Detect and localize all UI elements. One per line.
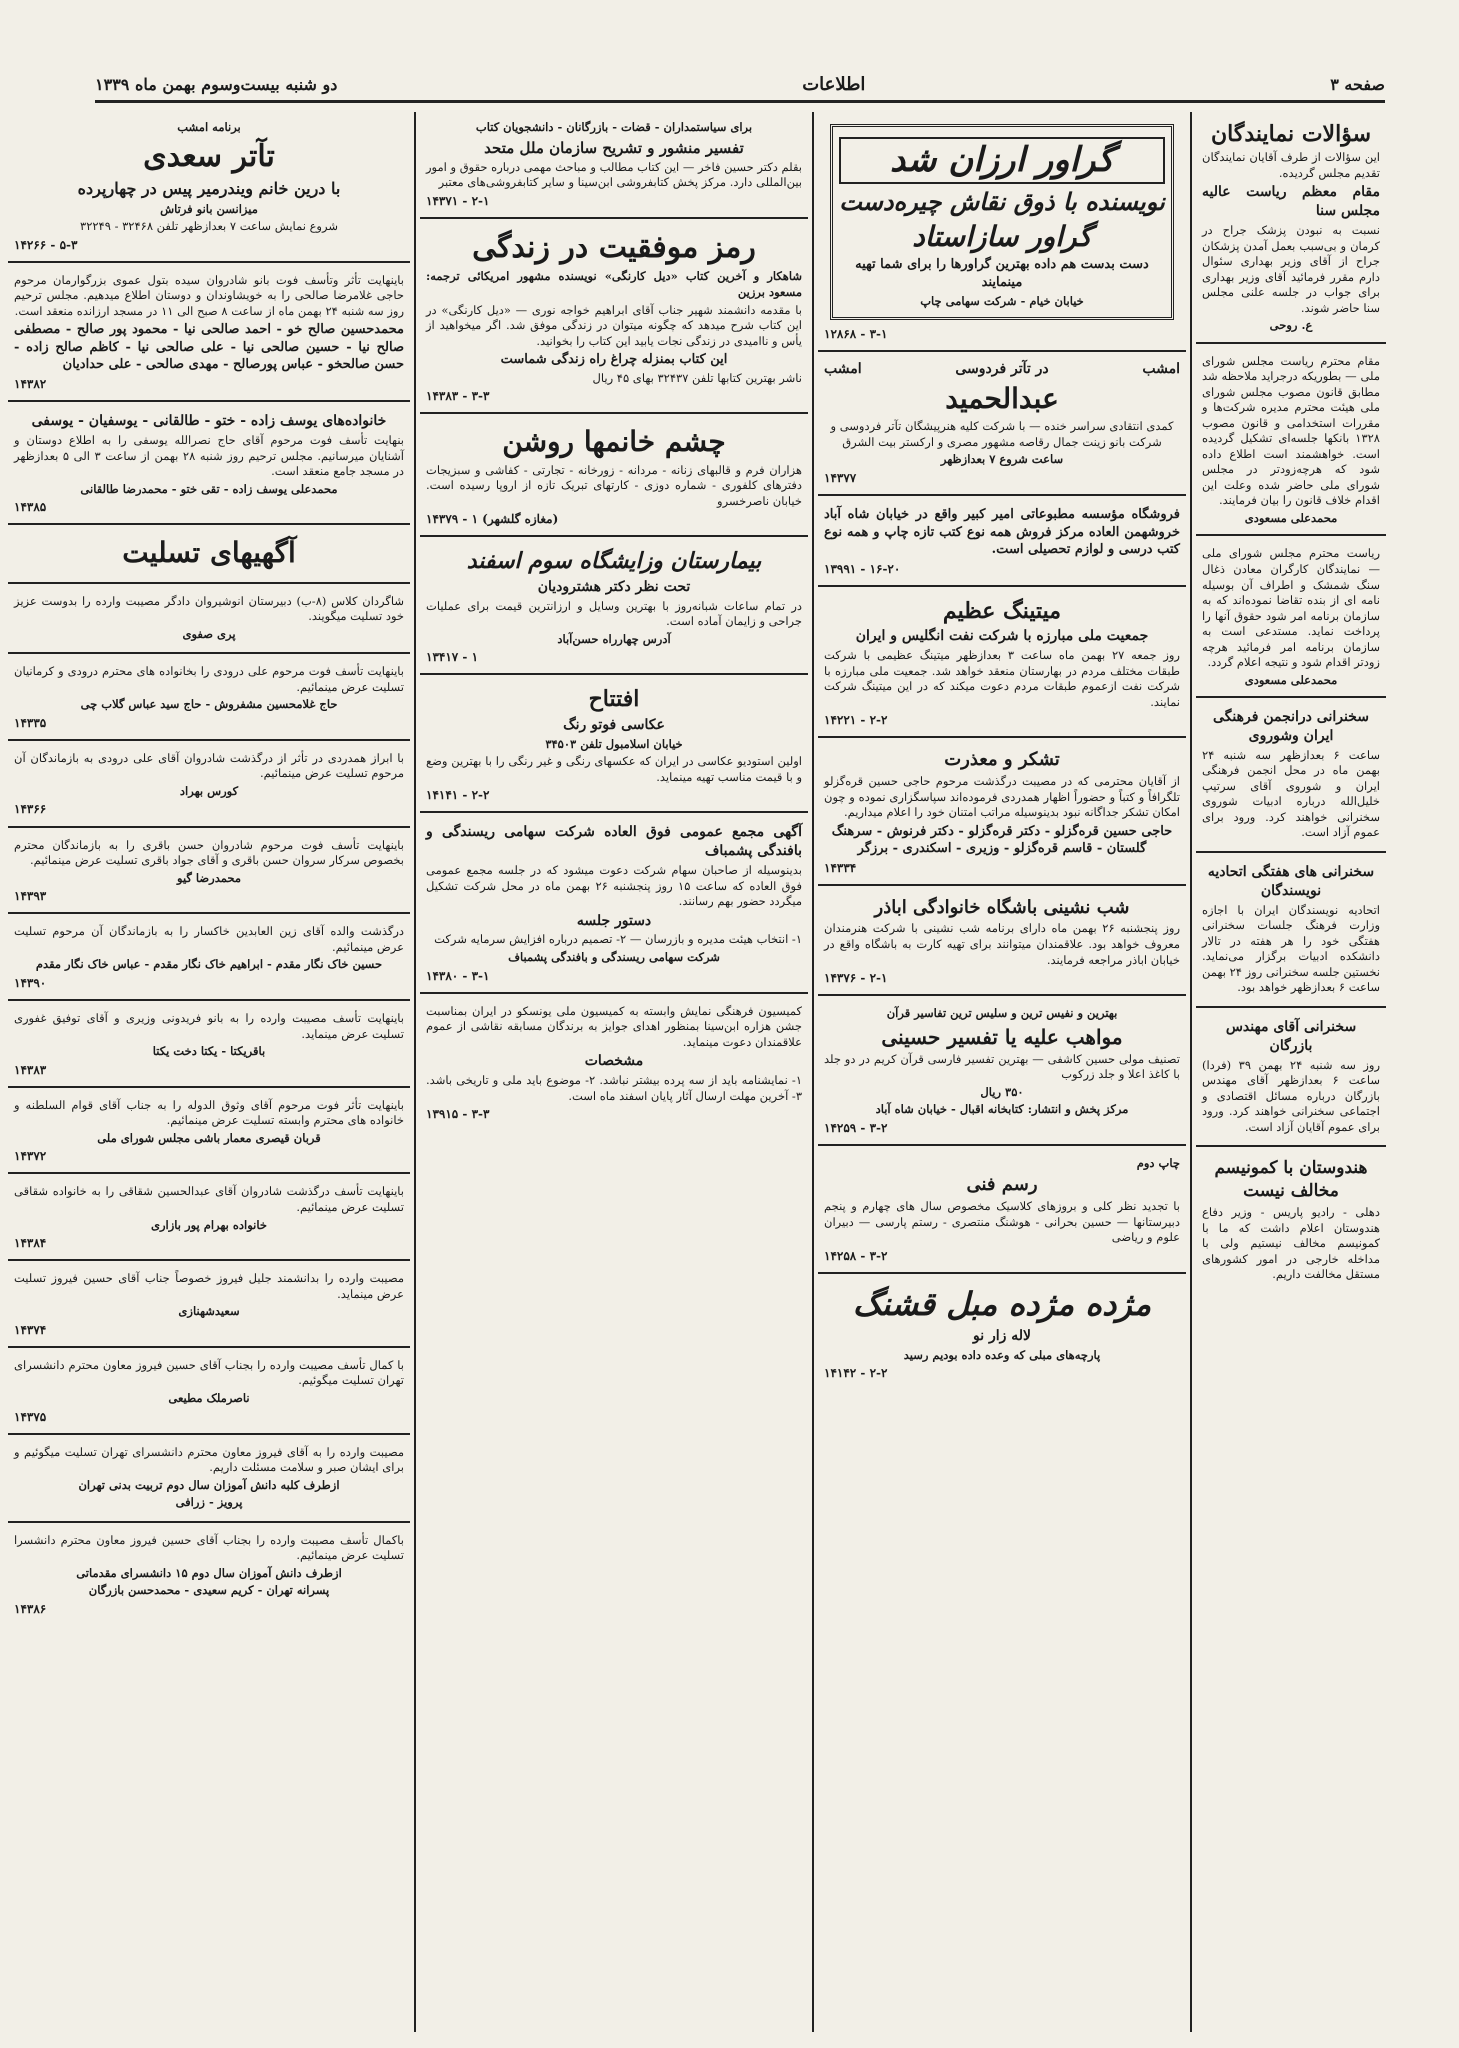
obituary-code: ۱۴۳۸۵ <box>14 500 47 515</box>
ad-code: ۱۲۸۶۸ - ۳-۱ <box>824 327 888 342</box>
headline: سخنرانی های هفتگی اتحادیه نویسندگان <box>1207 864 1375 899</box>
condolence-body: شاگردان کلاس (۸-ب) دبیرستان انوشیروان دادگر مصیبت وارده را بدوست عزیز خود تسلیت میگویند. <box>14 593 404 624</box>
ad-sub: تحت نظر دکتر هشترودیان <box>537 578 691 595</box>
column-right <box>1196 112 1386 2032</box>
ad-code: ۱۳۹۹۱ - ۱۶-۲۰ <box>824 561 901 576</box>
condolence <box>8 1350 410 1435</box>
obituary-names: محمدحسین صالح خو - احمد صالحی نیا - محمود پور صالح - مصطفی صالح نیا - حسین صالحی نیا - علی صالحی نیا - کاظم صالح زاده - حسن صالحخو - عباس پورصالح - مهدی صالحی - علی حدادیان <box>14 322 404 373</box>
ad-code: ۱۴۲۵۹ - ۳-۲ <box>824 1120 888 1135</box>
ad-quran-tafsir <box>818 998 1186 1146</box>
ad-quote: این کتاب بمنزله چراغ راه زندگی شماست <box>500 352 728 368</box>
obituary-1 <box>8 265 410 402</box>
condolence-body: باینهایت تأسف درگذشت شادروان آقای عبدالحسین شقاقی را به خانواده شقاقی تسلیت عرض مینمائیم. <box>14 1184 404 1214</box>
condolence-body: با کمال تأسف مصیبت وارده را بجناب آقای حسین فیروز معاون محترم دانشسرای تهران تسلیت میگوئیم. <box>14 1357 404 1388</box>
condolence-code: ۱۴۳۸۳ <box>14 1062 47 1077</box>
condolence-code: ۱۴۳۶۶ <box>14 802 47 817</box>
ad-price: ۳۵۰ ریال <box>980 1084 1024 1099</box>
condolence-body: مصیبت وارده را بدانشمند جلیل فیروز خصوصاً جناب آقای حسین فیروز تسلیت عرض مینماید. <box>14 1271 404 1301</box>
condolence-body: باینهایت تأثر فوت مرحوم آقای وثوق الدوله را به جناب آقای قوام السلطنه و خانواده های محترم وابسته تسلیت عرض مینمائیم. <box>14 1097 404 1128</box>
ad-code: ۱۴۳۸۳ - ۳-۳ <box>426 389 490 404</box>
article-questions <box>1196 112 1386 344</box>
page-number: صفحه ۳ <box>1330 74 1385 94</box>
ad-body: با مقدمه دانشمند شهیر جناب آقای ابراهیم خواجه نوری — «دیل کارنگی» در این کتاب شرح میدهد که چگونه میتوان در زندگی موفق شد. اگر میخواهید از یأس و ناامیدی در زندگی نجات یابید این کتاب را بخوانید. <box>426 302 802 348</box>
ad-body: روز جمعه ۲۷ بهمن ماه ساعت ۳ بعدازظهر میتینگ عظیمی با شرکت طبقات مختلف مردم در بهارستان منعقد خواهد شد. جمعیت ملی مبارزه با شرکت نفت ازعموم طبقات مردم دعوت میکند که در این میتینگ شرکت نمایند. <box>824 648 1180 709</box>
ad-sub: شاهکار و آخرین کتاب «دیل کارنگی» نویسنده مشهور امریکائی ترجمه: مسعود برزین <box>426 269 802 299</box>
condolence-body: باینهایت تأسف فوت مرحوم علی درودی را بخانواده های محترم درودی و کرمانیان تسلیت عرض مینمائیم. <box>14 664 404 694</box>
ad-code: ۱۴۳۷۶ - ۲-۱ <box>824 971 888 986</box>
condolence-code: ۱۴۳۸۶ <box>14 1601 47 1616</box>
ad-title: افتتاح <box>588 686 640 713</box>
condolence <box>8 1525 410 1625</box>
ad-code: ۱۴۲۵۸ - ۳-۲ <box>824 1248 888 1263</box>
ad-title: آگهی مجمع عمومی فوق العاده شرکت سهامی ریسندگی و بافندگی پشمباف <box>426 824 802 860</box>
ad-line: دست بدست هم داده بهترین گراورها را برای شما تهیه مینمایند <box>855 257 1149 291</box>
ad-names: حاجی حسین قره‌گزلو - دکتر قره‌گزلو - دکتر فرنوش - سرهنگ گلستان - قاسم قره‌گزلو - وزیری - اسکندری - برزگر <box>831 823 1173 857</box>
ad-title: تشکر و معذرت <box>944 749 1060 771</box>
ad-code: ۱۴۳۸۰ - ۳-۱ <box>426 968 490 983</box>
condolence-body: با ابراز همدردی در تأثر از درگذشت شادروان آقای علی درودی به بازماندگان آن مرحوم تسلیت عرض مینمائیم. <box>14 750 404 781</box>
paragraph: مقام محترم ریاست مجلس شورای ملی — بطوریکه درجراید ملاحظه شد مطابق قانون مصوب مجلس شورای ملی هیئت محترم مدیره شرکت‌ها و مقررات استخدامی و قانون مصوب ۱۳۲۸ بانکها جلسه‌ای تشکیل گردیده است. خواهشمند است اطلاع داده شود که هرچه‌زودتر در مجلس شورای ملی حاضر شده وعلت این اقدام خلاف قانون را بیان فرمایند. <box>1202 353 1380 508</box>
condolence <box>8 1003 410 1088</box>
article-question-2 <box>1196 346 1386 537</box>
article-question-3 <box>1196 538 1386 698</box>
ad-furniture <box>818 1276 1186 1389</box>
ad-body: هزاران فرم و قالبهای زنانه - مردانه - زورخانه - تجارتی - کفاشی و سبزیجات دفترهای کلفوری - شماره دوزی - کارتهای تبریک تازه از اروپا رسیده است. خیابان ناصرخسرو <box>426 462 802 508</box>
ad-label: برنامه امشب <box>177 120 241 134</box>
paragraph: دهلی - رادیو پاریس - وزیر دفاع هندوستان اعلام داشت که ما با کمونیسم مخالف نیستیم ولی با مداخله خارجی در امور کشورهای مستقل مخالفت داریم. <box>1202 1205 1380 1282</box>
condolence-body: مصیبت وارده را به آقای فیروز معاون محترم دانشسرای تهران تسلیت میگوئیم و برای ایشان صبر و سلامت مسئلت داریم. <box>14 1444 404 1475</box>
ad-title: مژده مژده مبل قشنگ <box>852 1284 1152 1323</box>
condolence-code: ۱۴۳۷۵ <box>14 1409 47 1424</box>
column-mid-right <box>818 112 1186 2032</box>
headline: سؤالات نمایندگان <box>1210 121 1371 147</box>
headline: هندوستان با کمونیسم مخالف نیست <box>1214 1158 1368 1202</box>
ad-engraving <box>818 112 1186 352</box>
condolence-code: ۱۴۳۳۵ <box>14 715 47 730</box>
condolence <box>8 743 410 828</box>
ad-venue: در تآتر فردوسی <box>955 361 1049 378</box>
condolence-signature: حاج غلامحسین مشفروش - حاج سید عباس گلاب چی <box>80 697 338 712</box>
condolence-signature: محمدرضا گیو <box>177 870 241 885</box>
condolence-signature: حسین خاک نگار مقدم - ابراهیم خاک نگار مقدم - عباس خاک نگار مقدم <box>35 957 383 972</box>
column-left <box>8 112 410 2032</box>
ad-thanks <box>818 740 1186 885</box>
condolence-signature: کورس بهراد <box>179 783 239 798</box>
ad-success-book <box>420 221 808 414</box>
condolence-code: ۱۴۳۸۴ <box>14 1236 47 1251</box>
ad-code: ۱۴۲۶۶ - ۵-۳ <box>14 237 78 252</box>
condolence <box>8 1437 410 1523</box>
headline: سخنرانی درانجمن فرهنگی ایران وشوروی <box>1213 709 1369 745</box>
top-rule <box>95 100 1385 103</box>
article-bazargan <box>1196 1010 1386 1147</box>
ad-title: بیمارستان وزایشگاه سوم اسفند <box>466 548 762 575</box>
ad-meeting <box>818 589 1186 739</box>
ad-title: رسم فنی <box>966 1174 1038 1196</box>
condolence-signature: پری صفوی <box>182 626 236 641</box>
ad-sub: با درین خانم ویندرمیر پیس در چهارپرده <box>77 179 341 199</box>
condolence <box>8 656 410 741</box>
obituary-body: بنهایت تأسف فوت مرحوم آقای حاج نصرالله یوسفی را به اطلاع دوستان و آشنایان میرسانیم. مجلس ترحیم روز شنبه ۲۸ بهمن از ساعت ۳ الی ۵ بعدازظهر در مسجد جامع منعقد است. <box>14 433 404 479</box>
ad-sub: جمعیت ملی مبارزه با شرکت نفت انگلیس و ایران <box>855 628 1149 645</box>
condolence <box>8 1263 410 1348</box>
condolence-code: ۱۴۳۷۲ <box>14 1149 47 1164</box>
ad-body: کمیسیون فرهنگی نمایش وابسته به کمیسیون ملی یونسکو در ایران بمناسبت جشن هزاره ابن‌سینا بمنظور اهدای جوایز به برندگان مسابقه نقاشی از عموم علاقمندان دعوت مینماید. <box>426 1003 802 1049</box>
obituary-code: ۱۴۳۸۲ <box>14 377 47 392</box>
ad-title: گراور ارزان شد <box>839 137 1165 184</box>
paragraph: روز سه شنبه ۲۴ بهمن ۳۹ (فردا) ساعت ۶ بعدازظهر آقای مهندس بازرگان درباره مسائل اقتصادی و اجتماعی سخنرانی خواهند کرد. ورود برای عموم آقایان آزاد است. <box>1202 1057 1380 1134</box>
condolence-code: ۱۴۳۷۴ <box>14 1322 47 1337</box>
obituary-signature: محمدعلی یوسف زاده - تقی ختو - محمدرضا طالقانی <box>80 481 338 496</box>
ad-body: اولین استودیو عکاسی در ایران که عکسهای رنگی و غیر رنگی را با بهترین وضع و با قیمت مناسب تهیه مینماید. <box>426 754 802 784</box>
ad-title: میتینگ عظیم <box>942 597 1062 624</box>
condolence-signature: ازطرف دانش آموزان سال دوم ۱۵ دانشسرای مقدماتی <box>76 1565 342 1580</box>
ad-code: ۱۴۳۷۷ <box>824 470 857 485</box>
condolence-body: درگذشت والده آقای زین العابدین خاکسار را به بازماندگان آن مرحوم تسلیت عرض مینمائیم. <box>14 924 404 954</box>
ad-bookstore <box>818 498 1186 587</box>
ad-sub: عکاسی فوتو رنگ <box>563 716 665 733</box>
ad-sub: لاله زار نو <box>972 1327 1032 1344</box>
ad-body: بدینوسیله از صاحبان سهام شرکت دعوت میشود که در جلسه مجمع عمومی فوق العاده که ساعت ۱۵ روز پنجشنبه ۲۶ بهمن ماه در محل شرکت تشکیل میگردد حضور بهم رسانند. <box>426 863 802 909</box>
condolence-signature: ازطرف کلبه دانش آموزان سال دوم تربیت بدنی تهران <box>78 1477 340 1492</box>
section-title: آگهیهای تسلیت <box>122 536 296 570</box>
condolence-signature: ناصرملک مطیعی <box>168 1390 250 1405</box>
ad-code: ۱۴۳۷۹ - ۱ (مغازه گلشهر) <box>426 512 559 527</box>
ad-tonight: امشب <box>1142 361 1180 378</box>
ad-saadi-theatre <box>8 112 410 263</box>
ad-address: آدرس چهارراه حسن‌آباد <box>557 631 671 646</box>
ad-body: بقلم دکتر حسین فاخر — این کتاب مطالب و مباحث مهمی درباره حقوق و امور بین‌المللی دارد. مرکز پخش کتابفروشی ابن‌سینا و سایر کتابفروشی‌های معتبر <box>426 159 802 190</box>
ad-ladies <box>420 416 808 537</box>
ad-signature: شرکت سهامی ریسندگی و بافندگی پشمباف <box>508 950 720 964</box>
ad-address: خیابان اسلامبول تلفن ۳۴۵۰۳ <box>545 736 683 751</box>
ad-body: روز پنجشنبه ۲۶ بهمن ماه دارای برنامه شب نشینی با شرکت هنرمندان معروف خواهد بود. علاقمندان میتوانند برای تهیه کارت به باشگاه واقع در خیابان اباذر مراجعه فرمایند. <box>824 921 1180 967</box>
ad-general-meeting <box>420 815 808 993</box>
ad-body: از آقایان محترمی که در مصیبت درگذشت مرحوم حاجی حسین قره‌گزلو تلگرافاً و کتباً و حضوراً اظهار همدردی فرموده‌اند سپاسگزاری نموده و چون امکان تشکر جداگانه نبود بدینوسیله مراتب امتنان خود را اعلام میداریم. <box>824 774 1180 820</box>
ad-technical-drawing <box>818 1148 1186 1274</box>
obituary-2 <box>8 404 410 525</box>
ad-code: ۱۴۱۴۲ - ۲-۲ <box>824 1366 888 1381</box>
ad-body: فروشگاه مؤسسه مطبوعاتی امیر کبیر واقع در خیابان شاه آباد خروشهمن العاده مرکز فروش همه نوع کتب تازه چاپ و همه نوع کتب درسی و لوازم تحصیلی است. <box>824 507 1180 558</box>
paragraph: اتحادیه نویسندگان ایران با اجازه وزارت فرهنگ جلسات سخنرانی هفتگی خود را هر هفته در تالار دانشکده ادبیات برگزار می‌نماید. نخستین جلسه سخنرانی روز ۲۴ بهمن ساعت ۶ بعدازظهر خواهد بود. <box>1202 902 1381 995</box>
headline: سخنرانی آقای مهندس بازرگان <box>1225 1018 1357 1054</box>
ad-agenda-title: دستور جلسه <box>576 912 652 929</box>
ad-line: گراور سازاستاد <box>912 219 1092 253</box>
condolence-signature: سعیدشهنازی <box>178 1304 240 1319</box>
signature: ع. روحی <box>1269 318 1313 333</box>
signature: محمدعلی مسعودی <box>1244 672 1338 687</box>
condolence-body: باینهایت تأسف مصیبت وارده را به بانو فریدونی وزیری و آقای توفیق غفوری تسلیت عرض مینماید. <box>14 1011 404 1041</box>
condolence-signature: باقریکتا - یکتا دخت یکتا <box>152 1044 266 1059</box>
ad-photo-studio <box>420 677 808 813</box>
ad-tonight-2: امشب <box>824 361 862 378</box>
condolence-body: باکمال تأسف مصیبت وارده را بجناب آقای حسین فیروز معاون محترم دانشسرا تسلیت عرض مینمائیم. <box>14 1532 404 1563</box>
ad-body: تصنیف مولی حسین کاشفی — بهترین تفسیر فارسی قرآن کریم در دو جلد با کاغذ اعلا و جلد زرکوب <box>824 1051 1180 1082</box>
ad-line: خیابان خیام - شرکت سهامی چاپ <box>920 293 1084 308</box>
article-writers-union <box>1196 855 1386 1008</box>
ad-unesco <box>420 996 808 1131</box>
article-lecture-iran-ussr <box>1196 700 1386 853</box>
paragraph: ساعت ۶ بعدازظهر سه شنبه ۲۴ بهمن ماه در محل انجمن فرهنگی ایران و شوروی آقای سرتیپ خلیل‌الله درباره ادبیات شوروی سخنرانی خواهند کرد. ورود برای عموم آزاد است. <box>1202 747 1381 840</box>
ad-body: با تجدید نظر کلی و بروزهای کلاسیک مخصوص سال های چهارم و پنجم دبیرستانها — حسین بحرانی - هوشنگ منتصری - رستم پارسی — دبیران علوم و ریاضی <box>824 1199 1180 1245</box>
ad-pre: بهترین و نفیس ترین و سلیس ترین تفاسیر قرآن <box>886 1006 1118 1021</box>
condolence-names: پسرانه تهران - کریم سعیدی - محمدحسن بازرگان <box>88 1583 330 1598</box>
ad-spec-title: مشخصات <box>584 1053 644 1070</box>
ad-label: چاپ دوم <box>1136 1155 1180 1170</box>
ad-code: ۱۴۳۳۴ <box>824 860 857 875</box>
ad-price: ناشر بهترین کتابها تلفن ۳۲۴۳۷ بهای ۴۵ ریال <box>592 370 802 385</box>
ad-title: شب نشینی باشگاه خانوادگی اباذر <box>874 896 1130 918</box>
ad-pre: برای سیاستمداران - قضات - بازرگانان - دانشجویان کتاب <box>475 120 753 134</box>
issue-date: دو شنبه بیست‌وسوم بهمن ماه ۱۳۳۹ <box>95 74 338 94</box>
condolence-signature: خانواده بهرام پور بازاری <box>151 1217 267 1232</box>
ad-ferdowsi-theatre <box>818 354 1186 496</box>
column-divider-1 <box>1190 112 1192 2032</box>
column-divider-3 <box>414 112 416 2032</box>
column-divider-2 <box>812 112 814 2032</box>
ad-body: شروع نمایش ساعت ۷ بعدازظهر تلفن ۳۲۴۶۸ - ۳۲۲۴۹ <box>80 219 338 234</box>
paragraph: نسبت به نبودن پزشک جراح در کرمان و بی‌سبب بعمل آمدن پزشکان جراح از آقای وزیر بهداری سئوال دارم مقرر فرمائید آقای وزیر بهداری برای جواب در جلسه علنی مجلس سنا حاضر شوند. <box>1202 223 1380 315</box>
ad-code: ۱۳۹۱۵ - ۳-۳ <box>426 1107 490 1122</box>
obituary-body: باینهایت تأثر وتأسف فوت بانو شادروان سیده بتول عموی بزرگوارمان مرحوم حاجی غلامرضا صالحی را به خویشاوندان و دوستان اطلاع میدهیم. مجلس ترحیم روز سه شنبه ۲۴ بهمن ماه از ساعت ۸ صبح الی ۱۱ در مسجد ارزانده منعقد است. <box>14 272 404 318</box>
ad-agenda: ۱- انتخاب هیئت مدیره و بازرسان — ۲- تصمیم درباره افزایش سرمایه شرکت <box>434 932 802 947</box>
ad-line: نویسنده با ذوق نقاش چیره‌دست <box>839 187 1165 217</box>
ad-time: ساعت شروع ۷ بعدازظهر <box>940 452 1064 467</box>
condolence <box>8 1090 410 1175</box>
ad-address: مرکز پخش و انتشار: کتابخانه اقبال - خیابان شاه آباد <box>875 1102 1129 1117</box>
condolence <box>8 916 410 1001</box>
condolence-names: پرویز - زرافی <box>175 1495 243 1510</box>
condolence-code: ۱۴۳۹۰ <box>14 975 47 990</box>
ad-code: ۱۴۲۲۱ - ۲-۲ <box>824 713 888 728</box>
condolence-signature: قربان قیصری معمار باشی مجلس شورای ملی <box>97 1130 321 1145</box>
ad-body: کمدی انتقادی سراسر خنده — با شرکت کلیه هنرپیشگان تآتر فردوسی و شرکت بانو زینت جمال رقاصه مشهور مصری و ارکستر بیت الشرق <box>830 419 1174 449</box>
ad-code: ۱۳۴۱۷ - ۱ <box>426 650 479 665</box>
ad-hospital <box>420 539 808 675</box>
ad-body: پارچه‌های مبلی که وعده داده بودیم رسید <box>903 1347 1101 1362</box>
masthead <box>95 70 1385 98</box>
paper-name: اطلاعات <box>802 73 866 95</box>
article-india <box>1196 1149 1386 1292</box>
condolence-body: باینهایت تأسف فوت مرحوم شادروان حسن باقری را به بازماندگان محترم بخصوص سرکار سروان حسن باقری و آقای جواد باقری تسلیت عرض مینمائیم. <box>14 837 404 868</box>
condolences-header <box>8 527 410 583</box>
condolence <box>8 1176 410 1261</box>
condolence <box>8 830 410 915</box>
ad-title: تآتر سعدی <box>143 138 275 174</box>
ad-title: عبدالحمید <box>945 382 1059 416</box>
ad-club <box>818 888 1186 996</box>
ad-body: در تمام ساعات شبانه‌روز با بهترین وسایل و ارزانترین قیمت برای عملیات جراحی و زایمان آماده است. <box>426 598 802 629</box>
ad-sub2: میزانسن بانو فرتاش <box>160 201 258 216</box>
ad-code: ۱۴۱۴۱ - ۲-۲ <box>426 788 490 803</box>
ad-spec: ۱- نمایشنامه باید از سه پرده بیشتر نباشد. ۲- موضوع باید ملی و تاریخی باشد. ۳- آخرین مهلت ارسال آثار پایان اسفند ماه است. <box>426 1073 802 1103</box>
signature: محمدعلی مسعودی <box>1244 510 1338 525</box>
column-mid-left <box>420 112 808 2032</box>
ad-title: تفسیر منشور و تشریح سازمان ملل متحد <box>484 138 744 157</box>
ad-un-book <box>420 112 808 219</box>
ad-title: چشم خانمها روشن <box>502 425 726 459</box>
subheading: مقام معظم ریاست عالیه مجلس سنا <box>1202 184 1380 220</box>
condolence-code: ۱۴۳۹۳ <box>14 889 47 904</box>
ad-title: مواهب علیه یا تفسیر حسینی <box>881 1024 1123 1049</box>
ad-engraving-frame <box>830 124 1174 320</box>
obituary-families: خانواده‌های یوسف زاده - ختو - طالقانی - یوسفیان - یوسفی <box>31 413 387 430</box>
paragraph: ریاست محترم مجلس شورای ملی — نمایندگان کارگران معادن ذغال سنگ شمشک و اطراف آن بوسیله نامه ای از بنده تقاضا نموده‌اند که به سازمان برنامه امر شود حقوق آنها را پرداخت نماید. مستدعی است به سازمان برنامه امر فرمائید هرچه زودتر اقدام شود و نتیجه اعلام گردد. <box>1202 546 1380 670</box>
paragraph: این سؤالات از طرف آقایان نمایندگان تقدیم مجلس گردیده. <box>1202 150 1380 180</box>
ad-code: ۱۴۳۷۱ - ۲-۱ <box>426 193 490 208</box>
ad-title: رمز موفقیت در زندگی <box>472 229 756 265</box>
condolence <box>8 586 410 655</box>
